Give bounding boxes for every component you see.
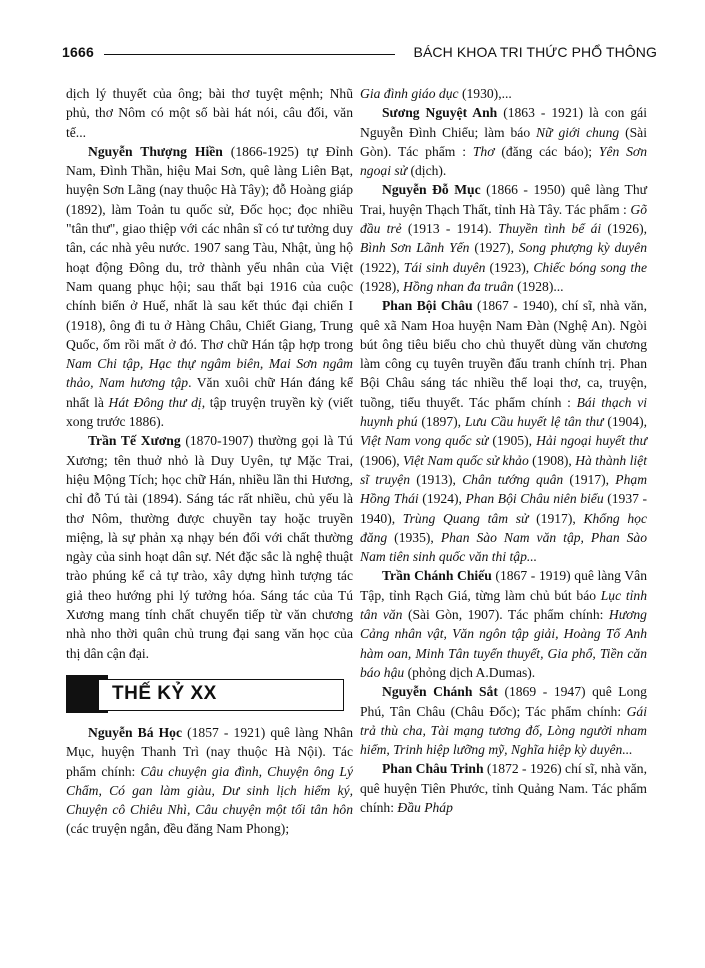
entry-name: Nguyễn Thượng Hiền (88, 143, 223, 159)
entry-phan-boi-chau: Phan Bội Châu (1867 - 1940), chí sĩ, nhà văn, quê xã Nam Hoa huyện Nam Đàn (Nghệ An). Ngòi bút ông tiêu biểu cho chủ thuyết dùng văn chương làm công cụ tuyên truyền đấu tranh chính trị. Phan Bội Châu sáng tác nhiều thể loại thơ, ca, truyện, tuồng, tiểu thuyết. Tác phẩm chính : Bái thạch vi huynh phú (1897), Lưu Cầu huyết lệ tân thư (1904), Việt Nam vong quốc sử (1905), Hải ngoại huyết thư (1906), Việt Nam quốc sử khảo (1908), Hà thành liệt sĩ truyện (1913), Chân tướng quân (1917), Phạm Hồng Thái (1924), Phan Bội Châu niên biểu (1937 - 1940), Trùng Quang tâm sử (1917), Khổng học đăng (1935), Phan Sào Nam văn tập, Phan Sào Nam tiên sinh quốc văn thi tập... (360, 298, 648, 565)
entry-name: Nguyễn Chánh Sắt (382, 684, 498, 700)
page-number: 1666 (62, 44, 94, 60)
entry-nguyen-thuong-hien: Nguyễn Thượng Hiền (1866-1925) tự Đỉnh Nam, Đình Thần, hiệu Mai Sơn, quê làng Liên Bạt, huyện Sơn Lãng (nay thuộc Hà Tây); đỗ Hoàng giáp (1892), làm Toản tu quốc sử, Đốc học; đọc nhiều "tân thư", giao thiệp với các nhân sĩ có tư tưởng duy tân, các nhà yêu nước. 1907 sang Tàu, Nhật, ủng hộ hoạt động Đông du, trở thành yếu nhân của Việt Nam quang phục hội; sau thất bại 1916 của cuộc chính biến ở Huế, nhất là sau kết thúc đại chiến I (1918), ông đi tu ở Hàng Châu, Chiết Giang, Trung Quốc, ốm rồi mất ở đó. Thơ chữ Hán tập hợp trong Nam Chi tập, Hạc thự ngâm biên, Mai Sơn ngâm thảo, Nam hương tập. Văn xuôi chữ Hán đáng kể nhất là Hát Đông thư dị, tập truyện truyền kỳ (viết xong trước 1886). (66, 143, 353, 430)
section-heading (66, 675, 344, 713)
entry-name: Nguyễn Đỗ Mục (382, 182, 481, 198)
entry-tran-chanh-chieu: Trần Chánh Chiếu (1867 - 1919) quê làng Vân Tập, tỉnh Rạch Giá, từng làm chủ bút báo Lục tỉnh tân văn (Sài Gòn, 1907). Tác phẩm chính: Hương Cảng nhân vật, Văn ngôn tập giải, Hoàng Tố Anh hàm oan, Minh Tân tuyển thuyết, Gia phổ, Tiền căn báo hậu (phỏng dịch A.Dumas). (360, 568, 648, 680)
entry-nguyen-do-muc: Nguyễn Đỗ Mục (1866 - 1950) quê làng Thư Trai, huyện Thạch Thất, tỉnh Hà Tây. Tác phẩm : Gõ đầu trẻ (1913 - 1914). Thuyền tình bể ái (1926), Bình Sơn Lãnh Yến (1927), Song phượng kỳ duyên (1922), Tái sinh duyên (1923), Chiếc bóng song the (1928), Hồng nhan đa truân (1928)... (360, 182, 648, 294)
entry-nguyen-chanh-sat: Nguyễn Chánh Sắt (1869 - 1947) quê Long Phú, Tân Châu (Châu Đốc); Tác phẩm chính: Gái trả thù cha, Tài mạng tương đố, Lòng người nham hiểm, Trinh hiệp lưỡng mỹ, Nghĩa hiệp kỳ duyên... (360, 684, 647, 758)
entry-nguyen-ba-hoc: Nguyễn Bá Học (1857 - 1921) quê làng Nhân Mục, huyện Thanh Trì (nay thuộc Hà Nội). Tác phẩm chính: Câu chuyện gia đình, Chuyện ông Lý Chẩm, Có gan làm giàu, Dư sinh lịch hiểm ký, Chuyện cô Chiêu Nhì, Câu chuyện một tối tân hôn (các truyện ngắn, đều đăng Nam Phong); (66, 724, 353, 837)
entry-tran-te-xuong: Trần Tế Xương (1870-1907) thường gọi là Tú Xương; tên thuở nhỏ là Duy Uyên, tự Mặc Trai, hiệu Mộng Tích; học chữ Hán, nhiều lần thi Hương, chỉ đỗ Tú tài (1894). Sáng tác rất nhiều, chủ yếu là thơ Nôm, thường được chuyền tay hoặc truyền miệng, là sự phản xạ nhạy bén đối với chất thường ngày của sinh hoạt dân sự. Nét đặc sắc là nghệ thuật trào phúng kể cả tự trào, xây dựng hình tượng tác giả theo hướng phi lý tưởng hóa. Sáng tác của Tú Xương mang tính chất chuyển tiếp từ văn chương nhà nho thời quân chủ trung đại sang văn học của thị dân cận đại. (66, 433, 353, 661)
entry-name: Phan Châu Trinh (382, 761, 484, 777)
header-rule (104, 54, 395, 55)
entry-name: Nguyễn Bá Học (88, 724, 183, 740)
entry-phan-chau-trinh: Phan Châu Trinh (1872 - 1926) chí sĩ, nhà văn, quê huyện Tiên Phước, tỉnh Quảng Nam. Tác phẩm chính: Đầu Pháp (360, 761, 647, 815)
entry-name: Trần Chánh Chiếu (382, 568, 492, 584)
paragraph: Gia đình giáo dục (1930),... (360, 86, 512, 101)
entry-name: Phan Bội Châu (382, 298, 473, 314)
right-column (360, 84, 647, 817)
section-title: THẾ KỶ XX (112, 682, 217, 704)
page-header (62, 44, 657, 64)
running-title: BÁCH KHOA TRI THỨC PHỔ THÔNG (413, 44, 657, 60)
left-column (66, 84, 353, 839)
entry-name: Sương Nguyệt Anh (382, 105, 498, 121)
entry-suong-nguyet-anh: Sương Nguyệt Anh (1863 - 1921) là con gái Nguyễn Đình Chiểu; làm báo Nữ giới chung (Sài Gòn). Tác phẩm : Thơ (đăng các báo); Yên Sơn ngoại sử (dịch). (360, 105, 647, 179)
entry-name: Trần Tế Xương (88, 433, 181, 449)
paragraph: dịch lý thuyết của ông; bài thơ tuyệt mệnh; Nhũ phủ, thơ Nôm có một số bài hát nói, câu đối, văn tế... (66, 86, 353, 140)
